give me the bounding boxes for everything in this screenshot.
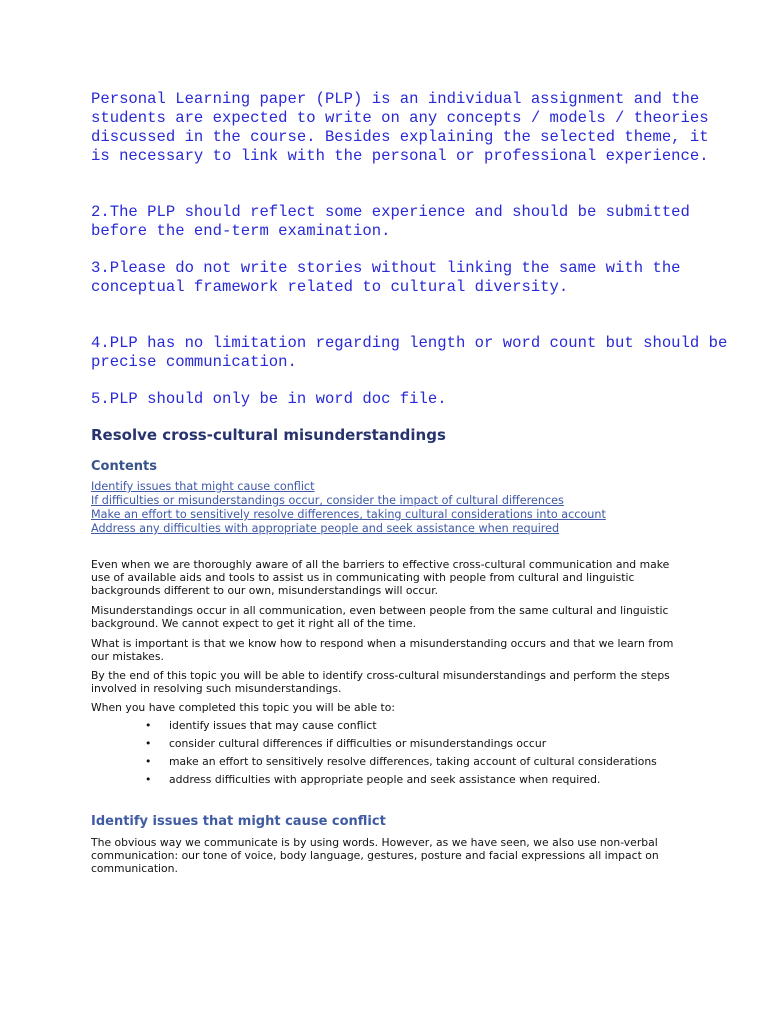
paragraph-text: The obvious way we communicate is by using words. However, as we have seen, we also use non-verbal communication: our tone of voice, body language, gestures, posture and facial expressions all impact on communication. bbox=[91, 836, 659, 875]
list-item-text: make an effort to sensitively resolve differences, taking account of cultural considerations bbox=[169, 755, 657, 768]
body-paragraph bbox=[91, 637, 691, 663]
body-paragraph bbox=[91, 558, 691, 597]
bullet-icon: • bbox=[145, 737, 152, 750]
bullet-icon: • bbox=[145, 719, 152, 732]
subsection-title: Identify issues that might cause conflict bbox=[91, 814, 386, 829]
list-item-text: address difficulties with appropriate people and seek assistance when required. bbox=[169, 773, 601, 786]
table-of-contents bbox=[91, 480, 691, 536]
plp-paragraph-5 bbox=[91, 390, 731, 409]
list-item bbox=[145, 755, 705, 768]
plp-paragraph-4 bbox=[91, 334, 731, 372]
plp-intro-text: Personal Learning paper (PLP) is an individual assignment and the students are expected to write on any concepts / models / theories discussed in the course. Besides explaining the selected theme, it is necessary to link with the personal or professional experience. bbox=[91, 90, 709, 165]
toc-link-identify-issues[interactable]: Identify issues that might cause conflict bbox=[91, 480, 315, 493]
plp-point-3-text: 3.Please do not write stories without linking the same with the conceptual framework related to cultural diversity. bbox=[91, 259, 681, 296]
plp-paragraph-intro bbox=[91, 90, 731, 166]
body-paragraph bbox=[91, 701, 691, 714]
paragraph-text: Even when we are thoroughly aware of all the barriers to effective cross-cultural communication and make use of available aids and tools to assist us in communicating with people from cultural and linguistic backgrounds different to our own, misunderstandings will occur. bbox=[91, 558, 670, 597]
bullet-icon: • bbox=[145, 773, 152, 786]
outcomes-list bbox=[145, 719, 705, 791]
list-item bbox=[145, 719, 705, 732]
contents-heading: Contents bbox=[91, 459, 157, 474]
list-item bbox=[145, 737, 705, 750]
plp-point-5-text: 5.PLP should only be in word doc file. bbox=[91, 390, 447, 408]
bullet-icon: • bbox=[145, 755, 152, 768]
toc-link-consider-impact[interactable]: If difficulties or misunderstandings occur, consider the impact of cultural differences bbox=[91, 494, 564, 507]
paragraph-text: When you have completed this topic you will be able to: bbox=[91, 701, 396, 714]
plp-point-2-text: 2.The PLP should reflect some experience and should be submitted before the end-term examination. bbox=[91, 203, 690, 240]
plp-paragraph-2 bbox=[91, 203, 731, 241]
list-item-text: consider cultural differences if difficulties or misunderstandings occur bbox=[169, 737, 547, 750]
subsection-paragraph bbox=[91, 836, 691, 875]
body-paragraph bbox=[91, 669, 691, 695]
plp-paragraph-3 bbox=[91, 259, 731, 297]
section-title: Resolve cross-cultural misunderstandings bbox=[91, 426, 446, 444]
list-item bbox=[145, 773, 705, 786]
toc-link-resolve-differences[interactable]: Make an effort to sensitively resolve differences, taking cultural considerations into account bbox=[91, 508, 606, 521]
paragraph-text: By the end of this topic you will be able to identify cross-cultural misunderstandings and perform the steps involved in resolving such misunderstandings. bbox=[91, 669, 670, 695]
paragraph-text: What is important is that we know how to respond when a misunderstanding occurs and that we learn from our mistakes. bbox=[91, 637, 674, 663]
toc-link-address-difficulties[interactable]: Address any difficulties with appropriate people and seek assistance when required bbox=[91, 522, 560, 535]
plp-point-4-text: 4.PLP has no limitation regarding length or word count but should be precise communication. bbox=[91, 334, 728, 371]
body-paragraph bbox=[91, 604, 691, 630]
paragraph-text: Misunderstandings occur in all communication, even between people from the same cultural and linguistic background. We cannot expect to get it right all of the time. bbox=[91, 604, 669, 630]
list-item-text: identify issues that may cause conflict bbox=[169, 719, 377, 732]
